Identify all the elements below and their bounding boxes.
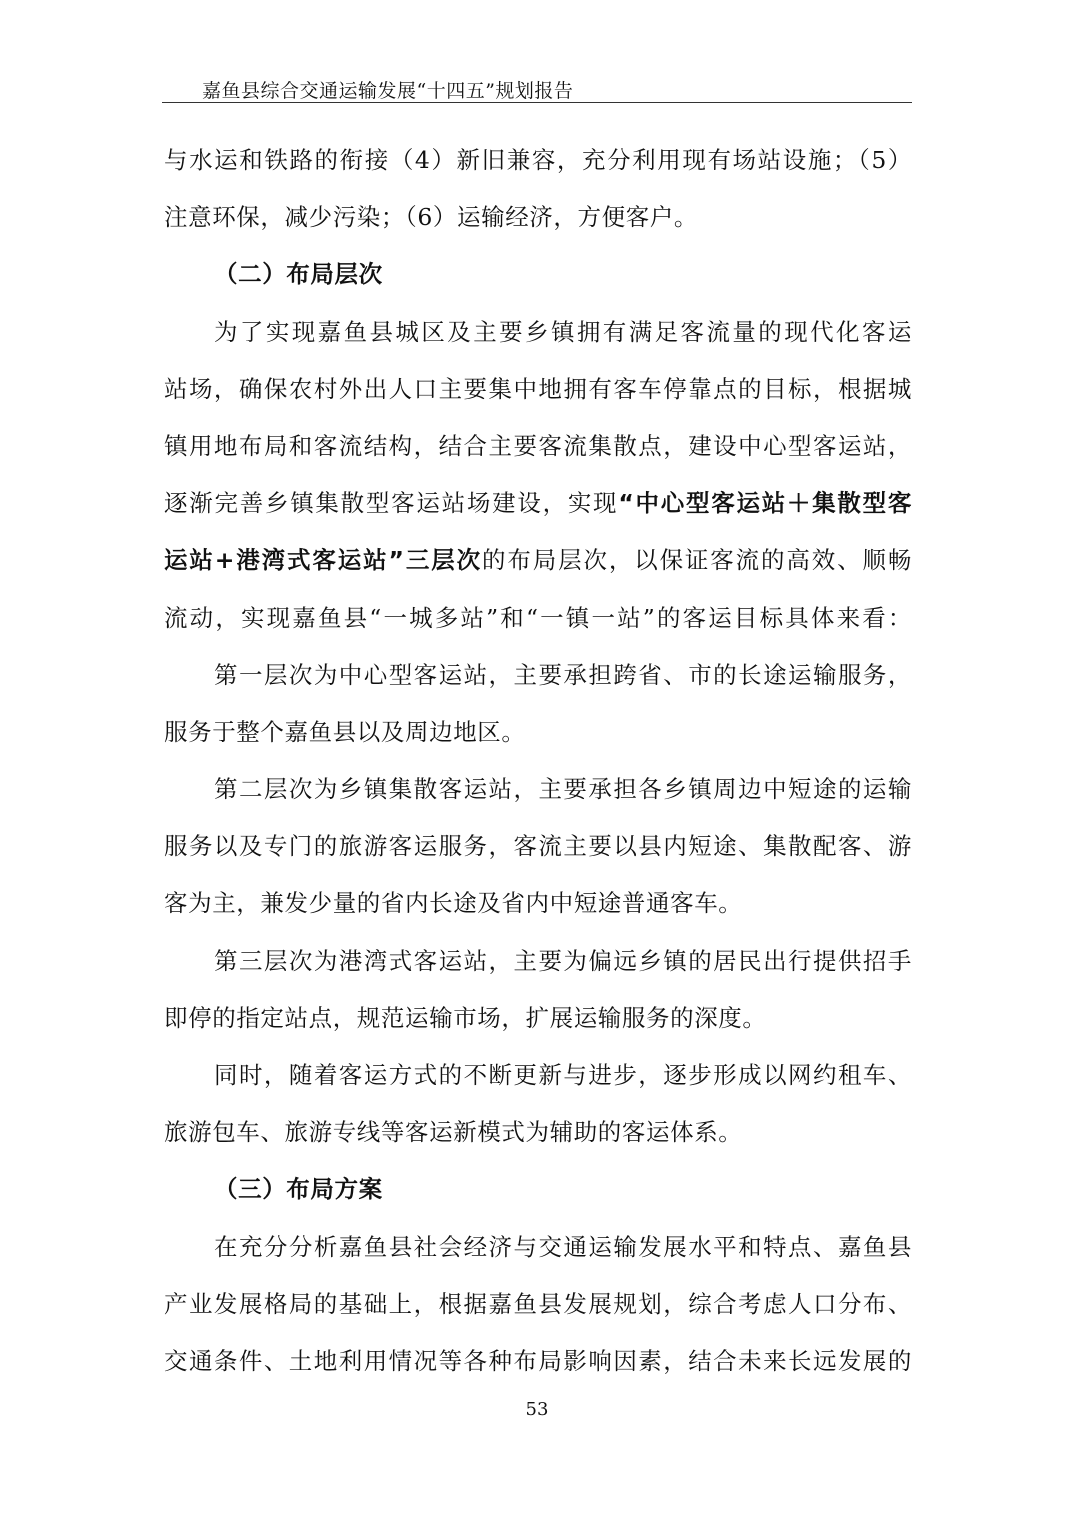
paragraph-line: 第三层次为港湾式客运站，主要为偏远乡镇的居民出行提供招手 [214,946,912,975]
paragraph-line: 第一层次为中心型客运站，主要承担跨省、市的长途运输服务， [214,660,912,689]
paragraph-line [164,481,912,538]
paragraph-line: 产业发展格局的基础上，根据嘉鱼县发展规划，综合考虑人口分布、 [164,1289,912,1318]
paragraph-line: 为了实现嘉鱼县城区及主要乡镇拥有满足客流量的现代化客运 [214,317,912,346]
paragraph-line: 交通条件、土地利用情况等各种布局影响因素，结合未来长远发展的 [164,1346,912,1375]
paragraph-line: 注意环保，减少污染；（6）运输经济，方便客户。 [164,203,699,232]
paragraph-line: 镇用地布局和客流结构，结合主要客流集散点，建设中心型客运站， [164,431,912,460]
paragraph-line: 站场，确保农村外出人口主要集中地拥有客车停靠点的目标，根据城 [164,374,912,403]
paragraph-line: 即停的指定站点，规范运输市场，扩展运输服务的深度。 [164,1003,767,1032]
section-heading: （二）布局层次 [214,260,383,289]
paragraph-line: 与水运和铁路的衔接（4）新旧兼容，充分利用现有场站设施；（5） [164,146,912,174]
paragraph-line: 同时，随着客运方式的不断更新与进步，逐步形成以网约租车、 [214,1061,912,1089]
plain-text: 逐渐完善乡镇集散型客运站场建设，实现 [164,489,619,518]
bold-text: “中心型客运站＋集散型客 [618,489,912,518]
section-heading: （三）布局方案 [214,1175,383,1204]
header-title: 嘉鱼县综合交通运输发展“十四五”规划报告 [202,80,574,102]
document-body [164,138,912,1396]
paragraph-line: 在充分分析嘉鱼县社会经济与交通运输发展水平和特点、嘉鱼县 [214,1232,912,1261]
paragraph-line: 服务于整个嘉鱼县以及周边地区。 [164,717,526,746]
paragraph-line [164,538,912,595]
paragraph-line: 第二层次为乡镇集散客运站，主要承担各乡镇周边中短途的运输 [214,775,912,804]
page-header [162,70,912,103]
bold-text: 运站+港湾式客运站”三层次 [164,546,482,575]
paragraph-line: 旅游包车、旅游专线等客运新模式为辅助的客运体系。 [164,1118,743,1147]
paragraph-line: 服务以及专门的旅游客运服务，客流主要以县内短途、集散配客、游 [164,832,912,861]
paragraph-line: 客为主，兼发少量的省内长途及省内中短途普通客车。 [164,889,743,918]
plain-text: 的布局层次，以保证客流的高效、顺畅 [481,546,913,575]
page-number: 53 [525,1399,549,1420]
paragraph-line: 流动，实现嘉鱼县“一城多站”和“一镇一站”的客运目标具体来看： [164,603,912,632]
